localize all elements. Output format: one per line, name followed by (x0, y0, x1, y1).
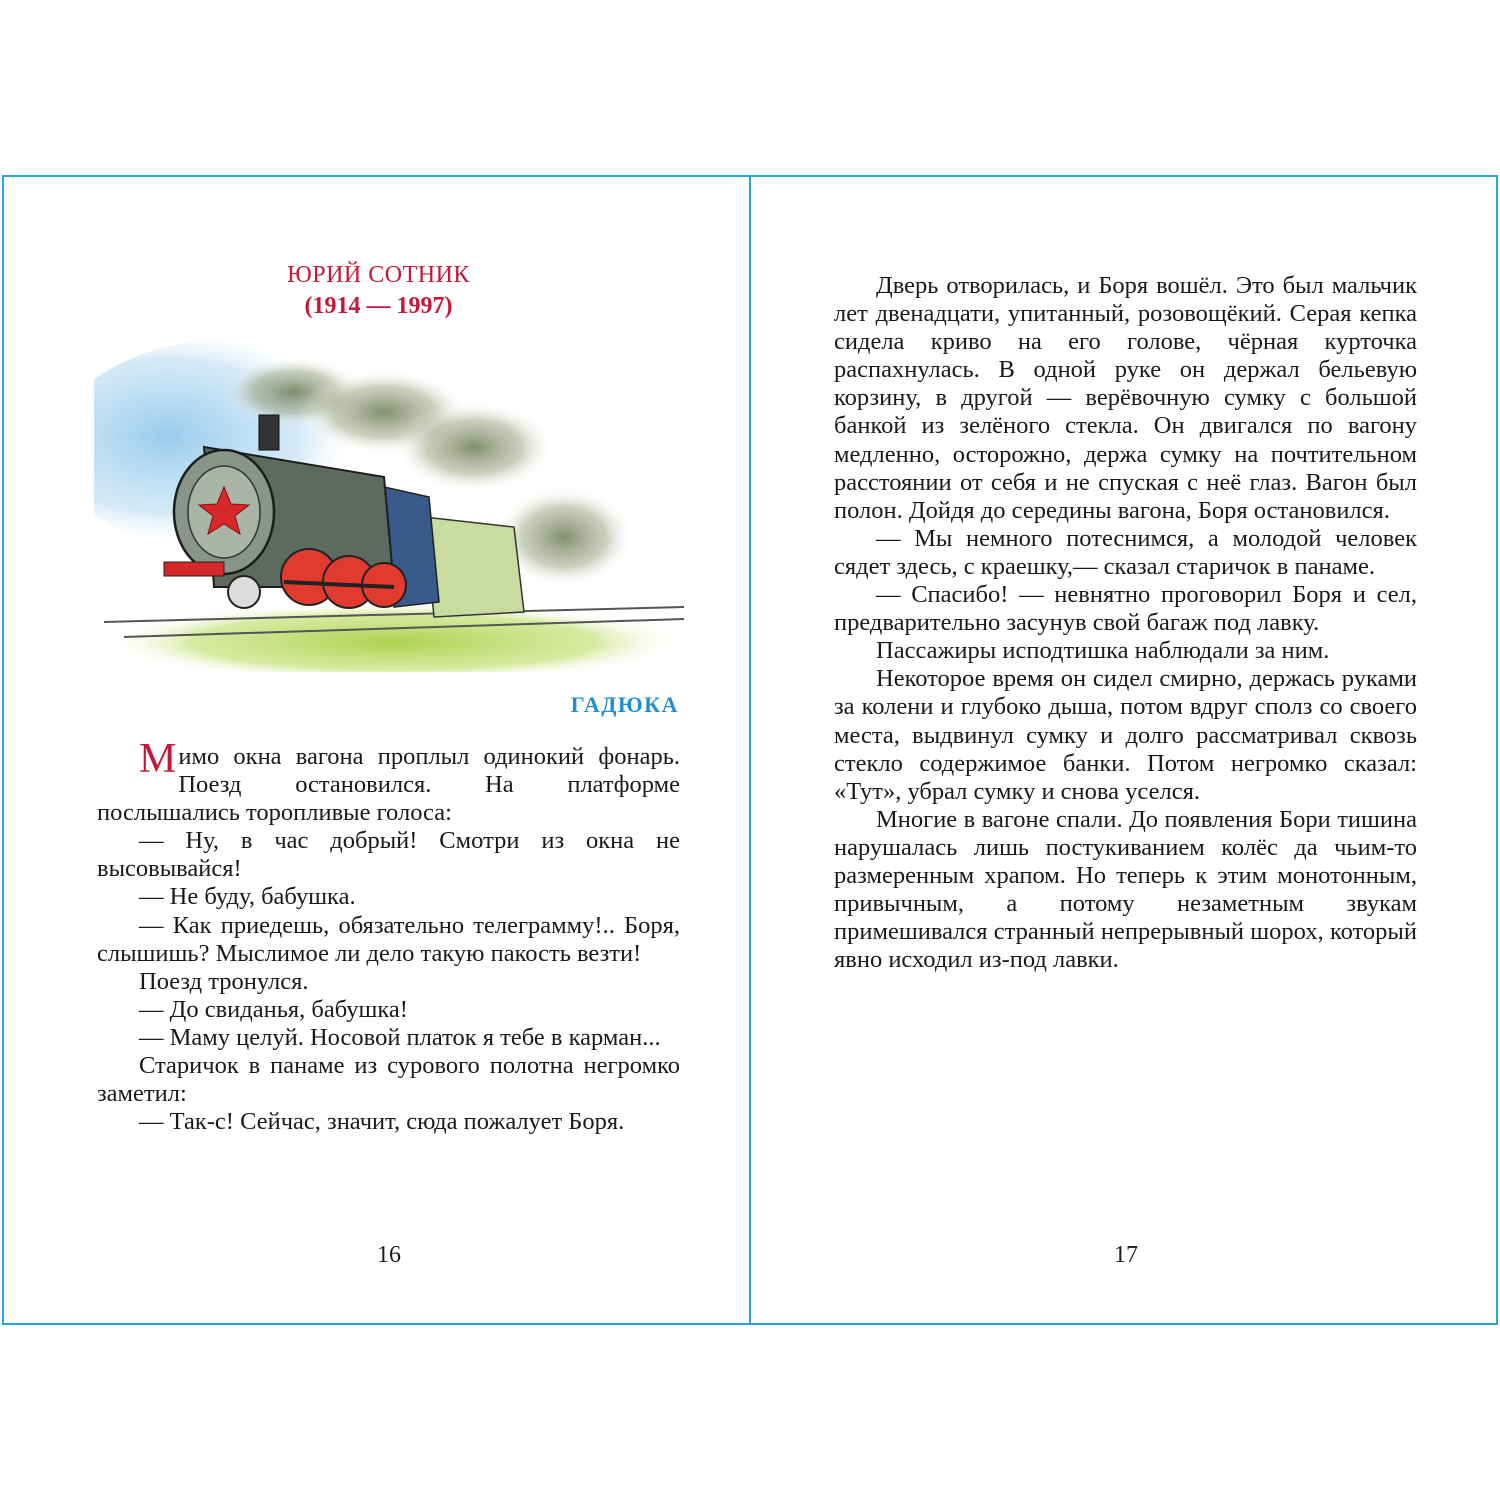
paragraph: — Не буду, бабушка. (139, 883, 356, 911)
paragraph: — Мы немного потеснимся, а молодой человек сядет здесь, с краешку,— сказал старичок в панаме. (834, 524, 1417, 580)
drop-cap: М (139, 736, 177, 782)
smoke-cloud (394, 402, 554, 492)
paragraph: — Как приедешь, обязательно телеграмму!.. Боря, слышишь? Мыслимое ли дело такую пакость везти! (97, 911, 680, 967)
left-page-text (97, 736, 680, 1136)
paragraph: — Спасибо! — невнятно проговорил Боря и сел, предварительно засунув свой багаж под лавку. (834, 581, 1417, 637)
author-years: (1914 — 1997) (304, 293, 453, 319)
paragraph: — Так-с! Сейчас, значит, сюда пожалует Боря. (139, 1108, 625, 1136)
paragraph: Поезд тронулся. (139, 967, 309, 995)
story-title: ГАДЮКА (570, 692, 679, 717)
paragraph: Пассажиры исподтишка наблюдали за ним. (876, 637, 1330, 665)
buffer-beam (164, 562, 224, 576)
book-spread (2, 175, 1498, 1325)
first-paragraph (97, 736, 680, 827)
right-page (749, 175, 1498, 1325)
paragraph: Многие в вагоне спали. До появления Бори тишина нарушалась лишь постукиванием колёс да чьим-то размеренным храпом. Но теперь к этим монотонным, привычным, а потому незаметным звукам примешивался странный непрерывный шорох, который явно исходил из-под лавки. (834, 805, 1417, 974)
paragraph: — До свиданья, бабушка! (139, 995, 408, 1023)
grass-wash (104, 602, 684, 672)
locomotive-illustration (94, 337, 694, 672)
page-number: 16 (377, 1242, 401, 1268)
paragraph: — Ну, в час добрый! Смотри из окна не высовывайся! (97, 827, 680, 883)
paragraph: — Маму целуй. Носовой платок я тебе в карман... (139, 1023, 661, 1051)
page-number: 17 (1114, 1242, 1138, 1268)
wheel (228, 576, 260, 608)
paragraph: Старичок в панаме из сурового полотна негромко заметил: (97, 1052, 680, 1108)
author-name: ЮРИЙ СОТНИК (287, 262, 470, 288)
paragraph: Дверь отворилась, и Боря вошёл. Это был мальчик лет двенадцати, упитанный, розовощёкий. Серая кепка сидела криво на его голове, чёрная курточка распахнулась. В одной руке он держал бельевую корзину, в другой — верёвочную сумку с большой банкой из зелёного стекла. Он двигался по вагону медленно, осторожно, держа сумку на почтительном расстоянии от себя и не спуская с неё глаз. Вагон был полон. Дойдя до середины вагона, Боря остановился. (834, 272, 1417, 524)
first-paragraph-text: имо окна вагона проплыл одинокий фонарь. Поезд остановился. На платформе послышались торопливые голоса: (97, 743, 680, 827)
paragraph: Некоторое время он сидел смирно, держась руками за колени и глубоко дыша, потом вдруг сполз со своего места, выдвинул сумку и долго рассматривал сквозь стекло содержимое банки. Потом негромко сказал: «Тут», убрал сумку и снова уселся. (834, 665, 1417, 805)
left-page (2, 175, 751, 1325)
smoke-stack (259, 415, 279, 450)
right-page-text (834, 272, 1417, 974)
